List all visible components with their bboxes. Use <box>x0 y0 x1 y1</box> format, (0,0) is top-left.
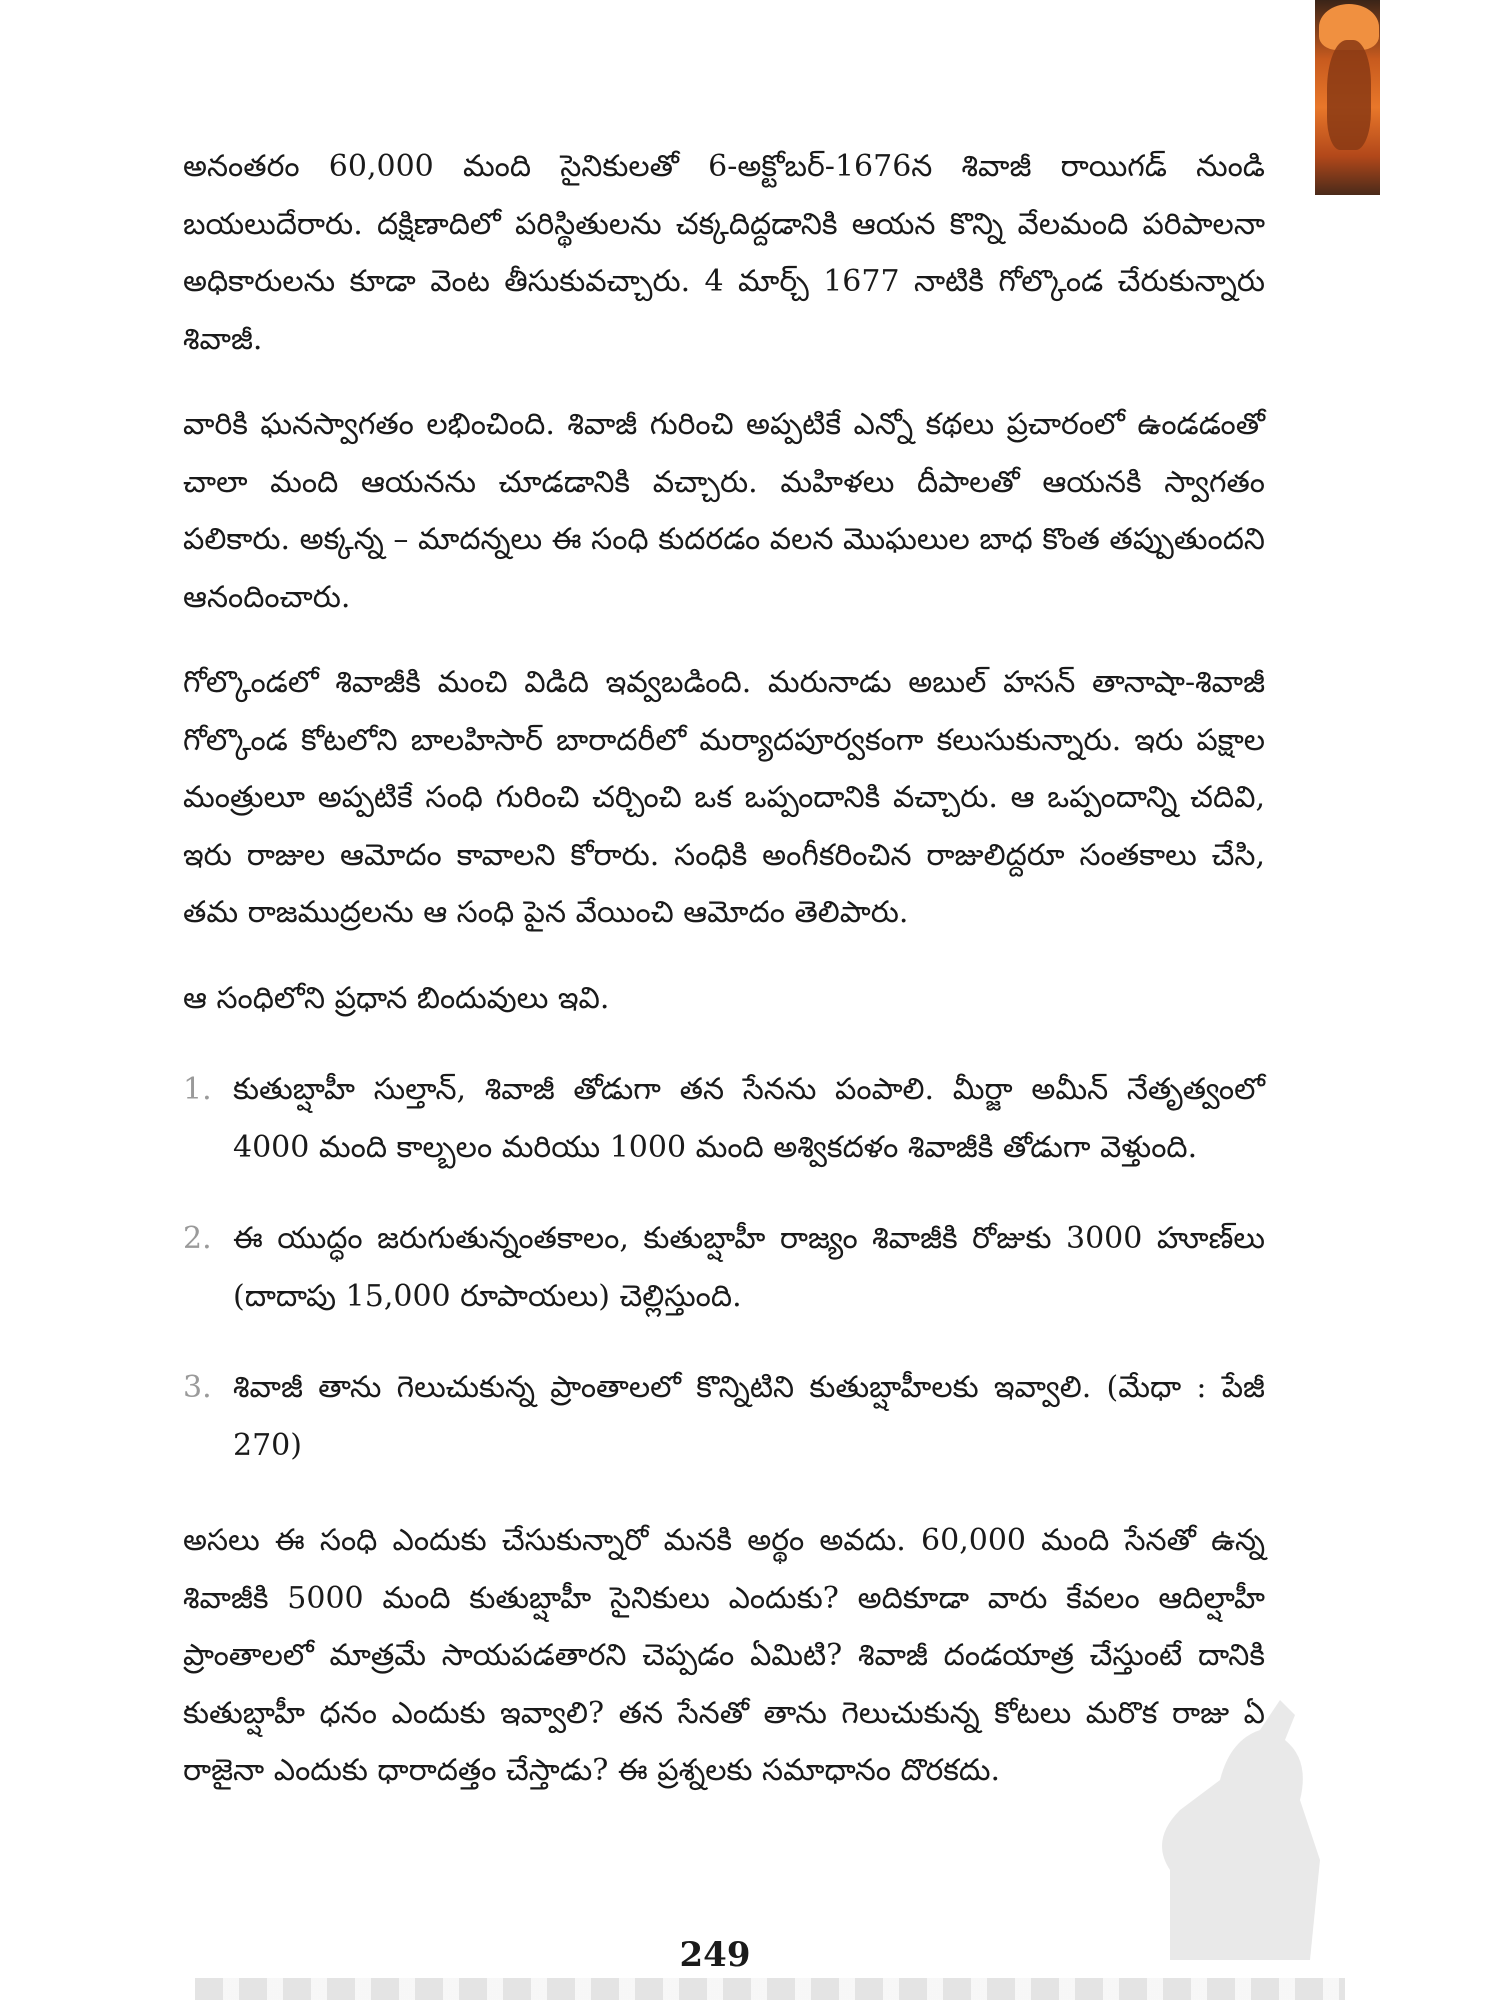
list-item-text: కుతుబ్షాహీ సుల్తాన్, శివాజీ తోడుగా తన సేనను పంపాలి. మీర్జా అమీన్ నేతృత్వంలో 4000 మంది కాల్బలం మరియు 1000 మంది అశ్వికదళం శివాజీకి తోడుగా వెళ్తుంది. <box>233 1072 1265 1165</box>
paragraph-2: వారికి ఘనస్వాగతం లభించింది. శివాజీ గురించి అప్పటికే ఎన్నో కథలు ప్రచారంలో ఉండడంతో చాలా మంది ఆయనను చూడడానికి వచ్చారు. మహిళలు దీపాలతో ఆయనకి స్వాగతం పలికారు. అక్కన్న – మాదన్నలు ఈ సంధి కుదరడం వలన మొఘలుల బాధ కొంత తప్పుతుందని ఆనందించారు. <box>183 407 1265 615</box>
list-item-number: 1. <box>183 1072 212 1107</box>
treaty-points-list <box>183 1061 1265 1474</box>
list-item-text: శివాజీ తాను గెలుచుకున్న ప్రాంతాలలో కొన్నిటిని కుతుబ్షాహీలకు ఇవ్వాలి. (మేధా : పేజీ 270) <box>233 1370 1265 1463</box>
paragraph-3: గోల్కొండలో శివాజీకి మంచి విడిది ఇవ్వబడింది. మరునాడు అబుల్ హసన్ తానాషా-శివాజీ గోల్కొండ కోటలోని బాలహిసార్ బారాదరీలో మర్యాదపూర్వకంగా కలుసుకున్నారు. ఇరు పక్షాల మంత్రులూ అప్పటికే సంధి గురించి చర్చించి ఒక ఒప్పందానికి వచ్చారు. ఆ ఒప్పందాన్ని చదివి, ఇరు రాజుల ఆమోదం కావాలని కోరారు. సంధికి అంగీకరించిన రాజులిద్దరూ సంతకాలు చేసి, తమ రాజముద్రలను ఆ సంధి పైన వేయించి ఆమోదం తెలిపారు. <box>183 665 1265 930</box>
paragraph-1: అనంతరం 60,000 మంది సైనికులతో 6-అక్టోబర్-1676న శివాజీ రాయిగడ్ నుండి బయలుదేరారు. దక్షిణాదిలో పరిస్థితులను చక్కదిద్దడానికి ఆయన కొన్ని వేలమంది పరిపాలనా అధికారులను కూడా వెంట తీసుకువచ్చారు. 4 మార్చ్ 1677 నాటికి గోల్కొండ చేరుకున్నారు శివాజీ. <box>183 149 1265 357</box>
corner-portrait-image <box>1315 0 1380 195</box>
treaty-points-intro: ఆ సంధిలోని ప్రధాన బిందువులు ఇవి. <box>183 980 610 1016</box>
page-number: 249 <box>679 1935 751 1975</box>
list-item-text: ఈ యుద్ధం జరుగుతున్నంతకాలం, కుతుబ్షాహీ రాజ్యం శివాజీకి రోజుకు 3000 హూణ్‌లు (దాదాపు 15,000 రూపాయలు) చెల్లిస్తుంది. <box>233 1221 1265 1314</box>
list-item-number: 2. <box>183 1221 212 1256</box>
face-shape <box>1327 40 1371 150</box>
page-body <box>183 138 1265 1828</box>
list-item-number: 3. <box>183 1370 212 1405</box>
decorative-bottom-border <box>195 1978 1345 2000</box>
list-item <box>183 1210 1265 1325</box>
closing-paragraph: అసలు ఈ సంధి ఎందుకు చేసుకున్నారో మనకి అర్థం అవదు. 60,000 మంది సేనతో ఉన్న శివాజీకి 5000 మంది కుతుబ్షాహీ సైనికులు ఎందుకు? అదికూడా వారు కేవలం ఆదిల్షాహీ ప్రాంతాలలో మాత్రమే సాయపడతారని చెప్పడం ఏమిటి? శివాజీ దండయాత్ర చేస్తుంటే దానికి కుతుబ్షాహీ ధనం ఎందుకు ఇవ్వాలి? తన సేనతో తాను గెలుచుకున్న కోటలు మరొక రాజు ఏ రాజైనా ఎందుకు ధారాదత్తం చేస్తాడు? ఈ ప్రశ్నలకు సమాధానం దొరకదు. <box>183 1523 1265 1788</box>
list-item <box>183 1061 1265 1176</box>
list-item <box>183 1359 1265 1474</box>
